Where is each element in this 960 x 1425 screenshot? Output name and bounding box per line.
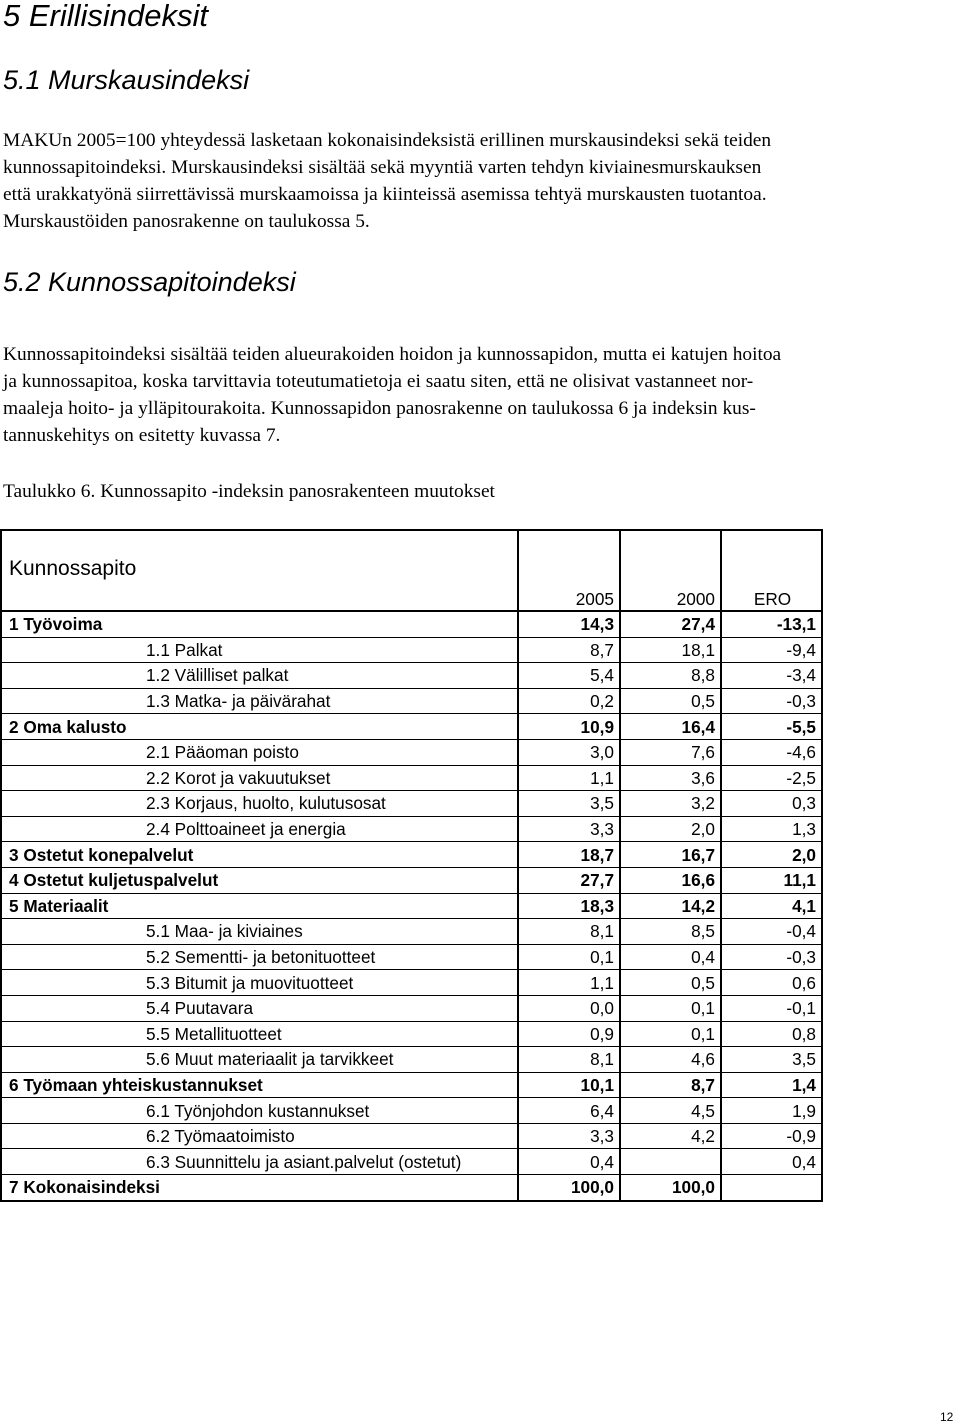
kunnossapito-table bbox=[0, 529, 823, 1202]
row-label: 6.3 Suunnittelu ja asiant.palvelut (ostetut) bbox=[1, 1149, 518, 1175]
value-ero: -5,5 bbox=[721, 714, 822, 740]
table-row bbox=[1, 970, 822, 996]
value-ero: 0,8 bbox=[721, 1021, 822, 1047]
value-ero: 1,9 bbox=[721, 1098, 822, 1124]
page-number: 12 bbox=[940, 1410, 954, 1424]
table-caption: Taulukko 6. Kunnossapito -indeksin panosrakenteen muutokset bbox=[3, 481, 495, 502]
value-2005: 3,3 bbox=[518, 816, 620, 842]
paragraph-line: ja kunnossapitoa, koska tarvittavia toteutumatietoja ei saatu siten, että ne olisivat vastanneet nor- bbox=[3, 371, 754, 392]
value-2005: 0,1 bbox=[518, 944, 620, 970]
value-2005: 6,4 bbox=[518, 1098, 620, 1124]
row-label: 1.1 Palkat bbox=[1, 637, 518, 663]
value-2005: 8,7 bbox=[518, 637, 620, 663]
table-row bbox=[1, 739, 822, 765]
row-label: 2 Oma kalusto bbox=[1, 714, 518, 740]
value-2000: 2,0 bbox=[620, 816, 721, 842]
section-heading-5-1: 5.1 Murskausindeksi bbox=[3, 65, 250, 95]
value-2000: 8,5 bbox=[620, 919, 721, 945]
value-ero: 1,3 bbox=[721, 816, 822, 842]
value-2005: 1,1 bbox=[518, 765, 620, 791]
paragraph-line: MAKUn 2005=100 yhteydessä lasketaan kokonaisindeksistä erillinen murskausindeksi sekä teiden bbox=[3, 130, 772, 151]
value-2005: 8,1 bbox=[518, 919, 620, 945]
value-2000: 0,1 bbox=[620, 1021, 721, 1047]
table-row bbox=[1, 867, 822, 893]
table-title: Kunnossapito bbox=[1, 530, 518, 585]
value-2000: 0,4 bbox=[620, 944, 721, 970]
table-row bbox=[1, 791, 822, 817]
value-ero: 0,3 bbox=[721, 791, 822, 817]
section-heading-5-2: 5.2 Kunnossapitoindeksi bbox=[3, 267, 296, 297]
row-label: 2.4 Polttoaineet ja energia bbox=[1, 816, 518, 842]
table-container bbox=[0, 529, 823, 1202]
row-label: 6.2 Työmaatoimisto bbox=[1, 1123, 518, 1149]
row-label: 5.1 Maa- ja kiviaines bbox=[1, 919, 518, 945]
value-2005: 5,4 bbox=[518, 663, 620, 689]
table-row bbox=[1, 688, 822, 714]
row-label: 5.4 Puutavara bbox=[1, 995, 518, 1021]
value-ero: 0,4 bbox=[721, 1149, 822, 1175]
table-header-row bbox=[1, 585, 822, 611]
table-row bbox=[1, 1047, 822, 1073]
table-row bbox=[1, 944, 822, 970]
value-ero: 3,5 bbox=[721, 1047, 822, 1073]
value-2000: 16,4 bbox=[620, 714, 721, 740]
table-row bbox=[1, 1021, 822, 1047]
value-2000: 4,6 bbox=[620, 1047, 721, 1073]
value-2000: 0,5 bbox=[620, 970, 721, 996]
value-2005: 18,3 bbox=[518, 893, 620, 919]
value-2000: 0,1 bbox=[620, 995, 721, 1021]
table-row bbox=[1, 637, 822, 663]
table-header-spacer bbox=[1, 585, 518, 611]
value-2005: 18,7 bbox=[518, 842, 620, 868]
row-label: 5.5 Metallituotteet bbox=[1, 1021, 518, 1047]
row-label: 2.1 Pääoman poisto bbox=[1, 739, 518, 765]
value-2000: 16,7 bbox=[620, 842, 721, 868]
row-label: 1.2 Välilliset palkat bbox=[1, 663, 518, 689]
value-2000: 8,7 bbox=[620, 1072, 721, 1098]
value-ero: -4,6 bbox=[721, 739, 822, 765]
value-2005: 3,3 bbox=[518, 1123, 620, 1149]
paragraph-murskausindeksi bbox=[3, 127, 960, 235]
table-row bbox=[1, 714, 822, 740]
paragraph-line: Murskaustöiden panosrakenne on taulukossa 5. bbox=[3, 211, 370, 232]
row-label: 2.2 Korot ja vakuutukset bbox=[1, 765, 518, 791]
row-label: 4 Ostetut kuljetuspalvelut bbox=[1, 867, 518, 893]
row-label: 6.1 Työnjohdon kustannukset bbox=[1, 1098, 518, 1124]
value-2005: 0,0 bbox=[518, 995, 620, 1021]
table-row bbox=[1, 995, 822, 1021]
paragraph-kunnossapitoindeksi bbox=[3, 341, 960, 449]
value-2005: 10,9 bbox=[518, 714, 620, 740]
value-2005: 0,4 bbox=[518, 1149, 620, 1175]
column-header-2005: 2005 bbox=[518, 585, 620, 611]
value-2000: 8,8 bbox=[620, 663, 721, 689]
row-label: 5.3 Bitumit ja muovituotteet bbox=[1, 970, 518, 996]
value-2005: 27,7 bbox=[518, 867, 620, 893]
value-ero: 11,1 bbox=[721, 867, 822, 893]
value-2000: 4,5 bbox=[620, 1098, 721, 1124]
value-2005: 14,3 bbox=[518, 611, 620, 637]
table-row bbox=[1, 611, 822, 637]
row-label: 7 Kokonaisindeksi bbox=[1, 1175, 518, 1201]
row-label: 5 Materiaalit bbox=[1, 893, 518, 919]
value-ero: -0,3 bbox=[721, 688, 822, 714]
value-2000: 7,6 bbox=[620, 739, 721, 765]
value-ero: 0,6 bbox=[721, 970, 822, 996]
row-label: 1 Työvoima bbox=[1, 611, 518, 637]
row-label: 6 Työmaan yhteiskustannukset bbox=[1, 1072, 518, 1098]
table-row bbox=[1, 1123, 822, 1149]
table-row bbox=[1, 765, 822, 791]
value-2000: 0,5 bbox=[620, 688, 721, 714]
value-ero: -0,4 bbox=[721, 919, 822, 945]
row-label: 1.3 Matka- ja päivärahat bbox=[1, 688, 518, 714]
table-row bbox=[1, 893, 822, 919]
table-row bbox=[1, 1098, 822, 1124]
paragraph-line: maaleja hoito- ja ylläpitourakoita. Kunnossapidon panosrakenne on taulukossa 6 ja indeksin kus- bbox=[3, 398, 756, 419]
paragraph-line: että urakkatyönä siirrettävissä murskaamoissa ja kiinteissä asemissa tehtyä murskausten tuotantoa. bbox=[3, 184, 767, 205]
row-label: 5.6 Muut materiaalit ja tarvikkeet bbox=[1, 1047, 518, 1073]
value-ero: -9,4 bbox=[721, 637, 822, 663]
value-2000: 100,0 bbox=[620, 1175, 721, 1201]
chapter-heading: 5 Erillisindeksit bbox=[3, 0, 209, 33]
value-2005: 0,9 bbox=[518, 1021, 620, 1047]
paragraph-line: kunnossapitoindeksi. Murskausindeksi sisältää sekä myyntiä varten tehdyn kiviainesmurskauksen bbox=[3, 157, 762, 178]
table-row bbox=[1, 919, 822, 945]
value-2005: 100,0 bbox=[518, 1175, 620, 1201]
value-2005: 10,1 bbox=[518, 1072, 620, 1098]
table-row bbox=[1, 816, 822, 842]
value-2005: 3,0 bbox=[518, 739, 620, 765]
table-row bbox=[1, 1149, 822, 1175]
value-2000: 16,6 bbox=[620, 867, 721, 893]
table-header-spacer bbox=[620, 530, 721, 585]
table-row bbox=[1, 663, 822, 689]
value-2005: 3,5 bbox=[518, 791, 620, 817]
column-header-2000: 2000 bbox=[620, 585, 721, 611]
value-ero: -0,1 bbox=[721, 995, 822, 1021]
value-ero: 2,0 bbox=[721, 842, 822, 868]
value-2000 bbox=[620, 1149, 721, 1175]
value-ero: 1,4 bbox=[721, 1072, 822, 1098]
table-row bbox=[1, 1072, 822, 1098]
value-ero bbox=[721, 1175, 822, 1201]
value-2005: 1,1 bbox=[518, 970, 620, 996]
value-2000: 4,2 bbox=[620, 1123, 721, 1149]
table-header-spacer bbox=[721, 530, 822, 585]
value-ero: -0,9 bbox=[721, 1123, 822, 1149]
row-label: 5.2 Sementti- ja betonituotteet bbox=[1, 944, 518, 970]
table-header-spacer bbox=[518, 530, 620, 585]
value-ero: -2,5 bbox=[721, 765, 822, 791]
column-header-ero: ERO bbox=[721, 585, 822, 611]
value-2005: 8,1 bbox=[518, 1047, 620, 1073]
paragraph-line: tannuskehitys on esitetty kuvassa 7. bbox=[3, 425, 281, 446]
table-row bbox=[1, 842, 822, 868]
value-ero: 4,1 bbox=[721, 893, 822, 919]
table-row bbox=[1, 1175, 822, 1201]
value-2000: 14,2 bbox=[620, 893, 721, 919]
table-title-row bbox=[1, 530, 822, 585]
value-2000: 3,6 bbox=[620, 765, 721, 791]
value-ero: -3,4 bbox=[721, 663, 822, 689]
paragraph-line: Kunnossapitoindeksi sisältää teiden alueurakoiden hoidon ja kunnossapidon, mutta ei katujen hoitoa bbox=[3, 344, 782, 365]
value-2005: 0,2 bbox=[518, 688, 620, 714]
value-ero: -0,3 bbox=[721, 944, 822, 970]
value-2000: 3,2 bbox=[620, 791, 721, 817]
value-ero: -13,1 bbox=[721, 611, 822, 637]
value-2000: 18,1 bbox=[620, 637, 721, 663]
row-label: 3 Ostetut konepalvelut bbox=[1, 842, 518, 868]
value-2000: 27,4 bbox=[620, 611, 721, 637]
row-label: 2.3 Korjaus, huolto, kulutusosat bbox=[1, 791, 518, 817]
